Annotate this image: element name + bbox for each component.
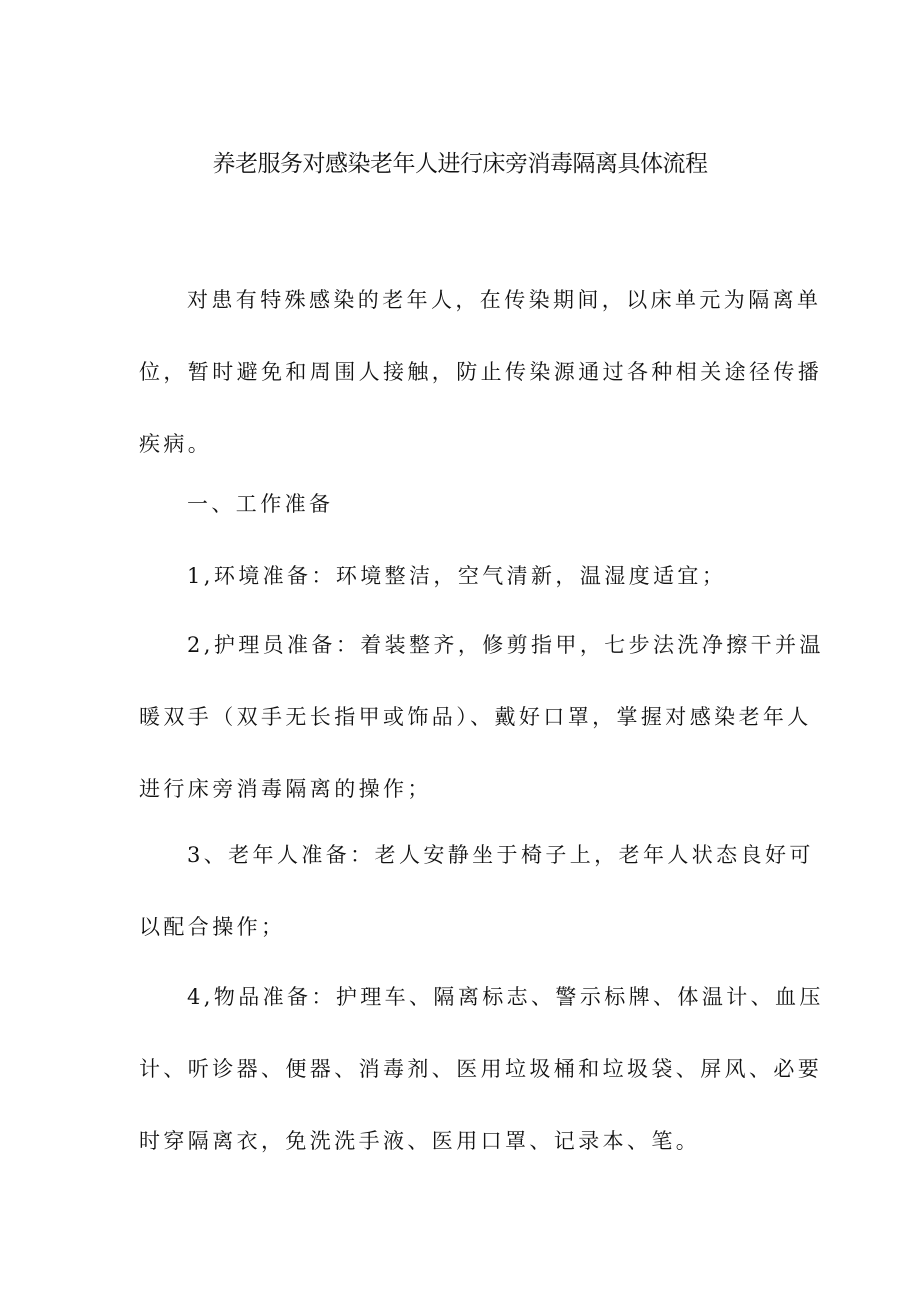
list-item xyxy=(139,540,789,612)
paragraph-line: 计、听诊器、便器、消毒剂、医用垃圾桶和垃圾袋、屏风、必要 xyxy=(139,1057,823,1081)
paragraph-line: 3、老年人准备：老人安静坐于椅子上，老年人状态良好可 xyxy=(187,843,814,867)
paragraph-line: 疾病。 xyxy=(139,432,213,456)
paragraph-line: 对患有特殊感染的老年人，在传染期间，以床单元为隔离单 xyxy=(187,288,822,312)
intro-paragraph xyxy=(139,264,823,480)
section-heading-block xyxy=(139,468,789,540)
paragraph-line: 以配合操作； xyxy=(139,915,286,939)
paragraph-line: 4,物品准备：护理车、隔离标志、警示标牌、体温计、血压 xyxy=(187,985,824,1009)
paragraph-line: 2,护理员准备：着装整齐，修剪指甲，七步法洗净擦干并温 xyxy=(187,633,824,657)
paragraph-line: 位，暂时避免和周围人接触，防止传染源通过各种相关途径传播 xyxy=(139,360,823,384)
paragraph-line: 暖双手（双手无长指甲或饰品）、戴好口罩，掌握对感染老年人 xyxy=(139,705,812,729)
list-item xyxy=(139,961,824,1177)
list-item xyxy=(139,609,824,825)
paragraph-line: 1,环境准备：环境整洁，空气清新，温湿度适宜； xyxy=(187,564,727,588)
list-item xyxy=(139,819,814,963)
paragraph-line: 时穿隔离衣，免洗洗手液、医用口罩、记录本、笔。 xyxy=(139,1129,701,1153)
section-heading: 一、工作准备 xyxy=(187,492,334,516)
document-title: 养老服务对感染老年人进行床旁消毒隔离具体流程 xyxy=(212,151,708,177)
paragraph-line: 进行床旁消毒隔离的操作； xyxy=(139,777,432,801)
